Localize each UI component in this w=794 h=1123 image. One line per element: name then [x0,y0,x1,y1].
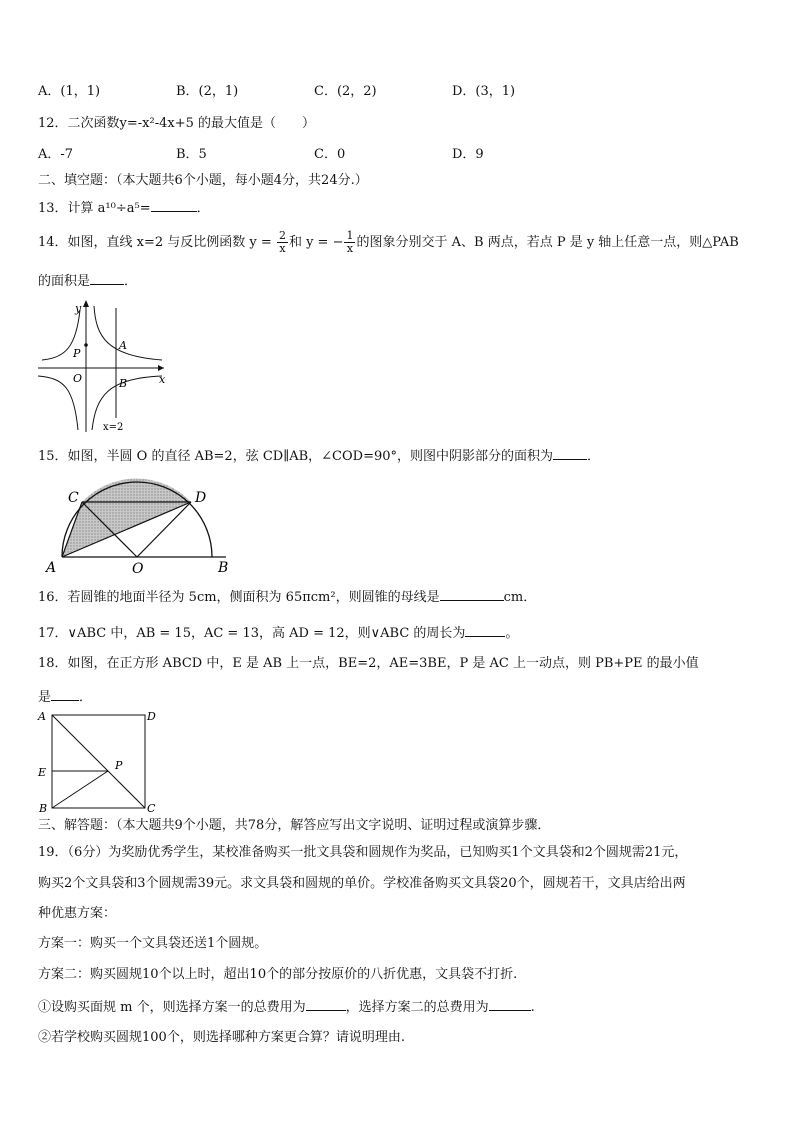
q12-option-b: B．5 [176,147,207,162]
q14-line2-suffix: ． [124,274,138,289]
q13-prefix: 13．计算 a¹⁰÷a⁵= [38,201,151,216]
q15-text: 15．如图，半圆 O 的直径 AB=2，弦 CD∥AB，∠COD=90°，则图中阴影部分的面积为 [38,449,554,464]
label-d: D [195,490,207,506]
q11-option-c: C．(2，2) [314,84,377,99]
label-a: A [119,339,127,352]
label-a: A [46,560,57,576]
q15-question [38,447,600,466]
q12-option-c: C．0 [314,147,346,162]
q16-answer-blank[interactable] [440,588,504,601]
q14-frac2-denominator: x [346,242,354,255]
q15-suffix: ． [587,449,601,464]
q14-fraction-1 [277,230,288,255]
q14-frac1-numerator: 2 [278,229,286,242]
q19-sub1-c: . [530,1000,535,1015]
q13-suffix: ． [196,201,210,216]
curve-y-2-over-x-q1 [94,306,162,360]
label-o: O [132,561,144,576]
label-e: E [38,766,47,779]
q11-option-d: D．(3，1) [452,84,516,99]
point-p [84,343,88,347]
q19-line2: 购买2个文具袋和3个圆规需39元。求文具袋和圆规的单价。学校准备购买文具袋20个，圆规若干，文具店给出两 [38,876,686,891]
y-axis-arrow-icon [83,300,89,307]
label-c: C [68,490,79,506]
q18-line2-suffix: ． [79,690,93,705]
q11-option-b: B．(2，1) [176,84,239,99]
label-c: C [147,802,156,814]
q14-part1: 14．如图，直线 x=2 与反比例函数 y = [38,235,272,250]
label-p: P [73,347,81,360]
q17-prefix: 17．∨ABC 中，AB = 15，AC = 13，高 AD = 12，则∨ABC 的周长为 [38,626,466,641]
label-p: P [115,759,123,772]
q18-line2 [38,688,92,707]
q18-line2-prefix: 是 [38,690,52,705]
q14-part3: 的图象分别交于 A、B 两点，若点 P 是 y 轴上任意一点，则△PAB [356,235,739,250]
q19-plan2-cost-blank[interactable] [489,998,531,1011]
q14-frac2-numerator: 1 [346,229,354,242]
q12-question: 12．二次函数y=-x²-4x+5 的最大值是（ ） [38,116,316,131]
q14-figure [36,296,170,434]
q19-sub1-b: ，选择方案二的总费用为 [345,1000,489,1015]
q15-figure [40,476,232,576]
q19-plan1-cost-blank[interactable] [306,998,346,1011]
q15-answer-blank[interactable] [553,447,587,460]
diagonal-ac [52,715,145,808]
label-b: B [119,377,128,390]
q13-question [38,199,210,218]
q11-option-a: A．(1，1) [38,84,101,99]
q17-question [38,624,518,643]
label-b: B [39,802,48,814]
q19-plan2: 方案二：购买圆规10个以上时，超出10个的部分按原价的八折优惠，文具袋不打折. [38,967,518,982]
label-d: D [147,710,156,723]
q19-plan1: 方案一：购买一个文具袋还送1个圆规。 [38,936,268,951]
curve-y-2-over-x-q3 [38,376,78,430]
q13-answer-blank[interactable] [151,199,197,212]
segment-bp [52,771,108,808]
label-o: O [73,372,83,385]
q17-suffix: 。 [505,626,519,641]
q14-question [38,230,739,256]
q19-sub1-a: ①设购买面规 m 个，则选择方案一的总费用为 [38,1000,306,1015]
label-x: x [159,373,166,386]
q12-option-a: A．-7 [38,147,74,162]
q14-fraction-2 [344,230,355,255]
q17-answer-blank[interactable] [465,624,505,637]
q16-question [38,588,536,607]
q18-figure [36,706,164,814]
section-3-title: 三、解答题：（本大题共9个小题，共78分，解答应写出文字说明、证明过程或演算步骤． [38,818,551,833]
q19-line3: 种优惠方案： [38,906,117,921]
label-y: y [75,302,82,315]
x-axis-arrow-icon [158,365,164,371]
q18-question: 18．如图，在正方形 ABCD 中，E 是 AB 上一点，BE=2，AE=3BE，P 是 AC 上一动点，则 PB+PE 的最小值 [38,656,699,671]
q16-suffix: cm． [503,590,537,605]
q19-line1: 19．（6分）为奖励优秀学生，某校准备购买一批文具袋和圆规作为奖品，已知购买1个文具袋和2个圆规需21元， [38,845,688,860]
section-2-title: 二、填空题：（本大题共6个小题，每小题4分，共24分.） [38,173,368,188]
q16-prefix: 16．若圆锥的地面半径为 5cm，侧面积为 65πcm²，则圆锥的母线是 [38,590,440,605]
label-a: A [38,710,46,723]
q19-sub2: ②若学校购买圆规100个，则选择哪种方案更合算？请说明理由. [38,1030,405,1045]
q14-frac1-denominator: x [279,242,286,255]
label-b: B [218,560,229,576]
q14-line2 [38,272,137,291]
label-line: x=2 [103,422,124,433]
q19-sub1 [38,998,535,1017]
q14-answer-blank[interactable] [90,272,124,285]
q14-line2-prefix: 的面积是 [38,274,91,289]
q18-answer-blank[interactable] [51,688,79,701]
q12-option-d: D．9 [452,147,484,162]
q14-part2: 和 y = − [288,235,344,250]
